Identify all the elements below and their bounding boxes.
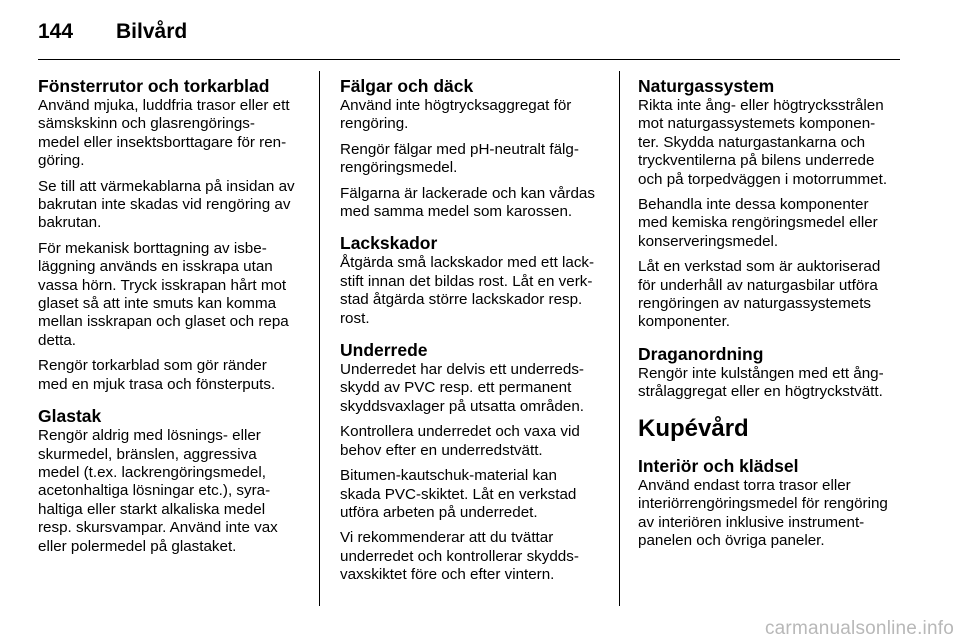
section-heading: Underrede: [340, 340, 428, 361]
paragraph: Rikta inte ång- eller högtrycksstrålen mot naturgassystemets komponen- ter. Skydda naturgastankarna och tryckventilerna på bilens underrede och på torpedväggen i motorrummet.: [638, 97, 888, 188]
section-heading: Glastak: [38, 406, 102, 427]
section-paint-damage: [340, 233, 612, 328]
section-natural-gas-system: [638, 76, 913, 332]
section-wheels-tyres: [340, 76, 612, 221]
paragraph: Se till att värmekablarna på insidan av bakrutan inte skadas vid rengöring av bakrutan.: [38, 177, 295, 232]
section-heading: Lackskador: [340, 233, 438, 254]
paragraph: Bitumen-kautschuk-material kan skada PVC-skiktet. Låt en verkstad utföra arbeten på underredet.: [340, 467, 577, 521]
paragraph: För mekanisk borttagning av isbe- läggning används en isskrapa utan vassa hörn. Tryck isskrapan hårt mot glaset så att inte smuts kan komma mellan isskrapan och glaset och repa detta.: [38, 239, 289, 349]
page-number: 144: [38, 20, 74, 43]
section-windows-wipers: [38, 76, 310, 394]
column-divider: [319, 71, 320, 606]
paragraph: Kontrollera underredet och vaxa vid behov efter en underredstvätt.: [340, 423, 580, 459]
paragraph: Åtgärda små lackskador med ett lack- stift innan det bildas rost. Låt en verk- stad åtgärda större lackskador resp. rost.: [340, 254, 595, 327]
column-divider: [619, 71, 620, 606]
paragraph: Fälgarna är lackerade och kan vårdas med samma medel som karossen.: [340, 184, 595, 221]
paragraph: Behandla inte dessa komponenter med kemiska rengöringsmedel eller konserveringsmedel.: [638, 196, 878, 250]
page-title: Bilvård: [116, 20, 188, 43]
section-heading: Fälgar och däck: [340, 76, 474, 96]
paragraph: Rengör inte kulstången med ett ång- strålaggregat eller en högtryckstvätt.: [638, 364, 884, 401]
section-heading: Fönsterrutor och torkarblad: [38, 76, 270, 96]
paragraph: Rengör fälgar med pH-neutralt fälg- rengöringsmedel.: [340, 140, 579, 177]
column-3: [638, 76, 913, 557]
column-2: [340, 76, 612, 592]
column-1: [38, 76, 310, 563]
header-rule: [38, 59, 900, 60]
section-towing-device: [638, 344, 913, 402]
section-underbody: [340, 340, 612, 584]
section-heading: Draganordning: [638, 343, 764, 364]
section-heading: Interiör och klädsel: [638, 455, 799, 476]
paragraph: Använd inte högtrycksaggregat för rengöring.: [340, 97, 572, 133]
paragraph: Använd endast torra trasor eller interiörrengöringsmedel för rengöring av interiören inklusive instrument- panelen och övriga paneler.: [638, 476, 888, 549]
page-header: [38, 18, 187, 46]
paragraph: Rengör torkarblad som gör ränder med en mjuk trasa och fönsterputs.: [38, 357, 276, 393]
paragraph: Vi rekommenderar att du tvättar underredet och kontrollerar skydds- vaxskiktet före och efter vintern.: [340, 529, 579, 584]
section-heading: Naturgassystem: [638, 76, 775, 96]
paragraph: Rengör aldrig med lösnings- eller skurmedel, bränslen, aggressiva medel (t.ex. lackrengöringsmedel, acetonhaltiga lösningar etc.), syra- haltiga eller starkt alkaliska medel resp. skursvampar. Använd inte vax eller polermedel på glastaket.: [38, 427, 278, 555]
section-interior-upholstery: [638, 456, 913, 551]
chapter-heading: Kupévård: [638, 414, 749, 442]
paragraph: Låt en verkstad som är auktoriserad för underhåll av naturgasbilar utföra rengöringen av naturgassystemets komponenter.: [638, 258, 881, 331]
section-glass-roof: [38, 406, 310, 556]
paragraph: Använd mjuka, luddfria trasor eller ett sämskskinn och glasrengörings- medel eller insektsborttagare för ren- göring.: [38, 97, 290, 170]
paragraph: Underredet har delvis ett underreds- skydd av PVC resp. ett permanent skyddsvaxlager på utsatta områden.: [340, 361, 584, 415]
watermark: carmanualsonline.info: [764, 618, 954, 639]
